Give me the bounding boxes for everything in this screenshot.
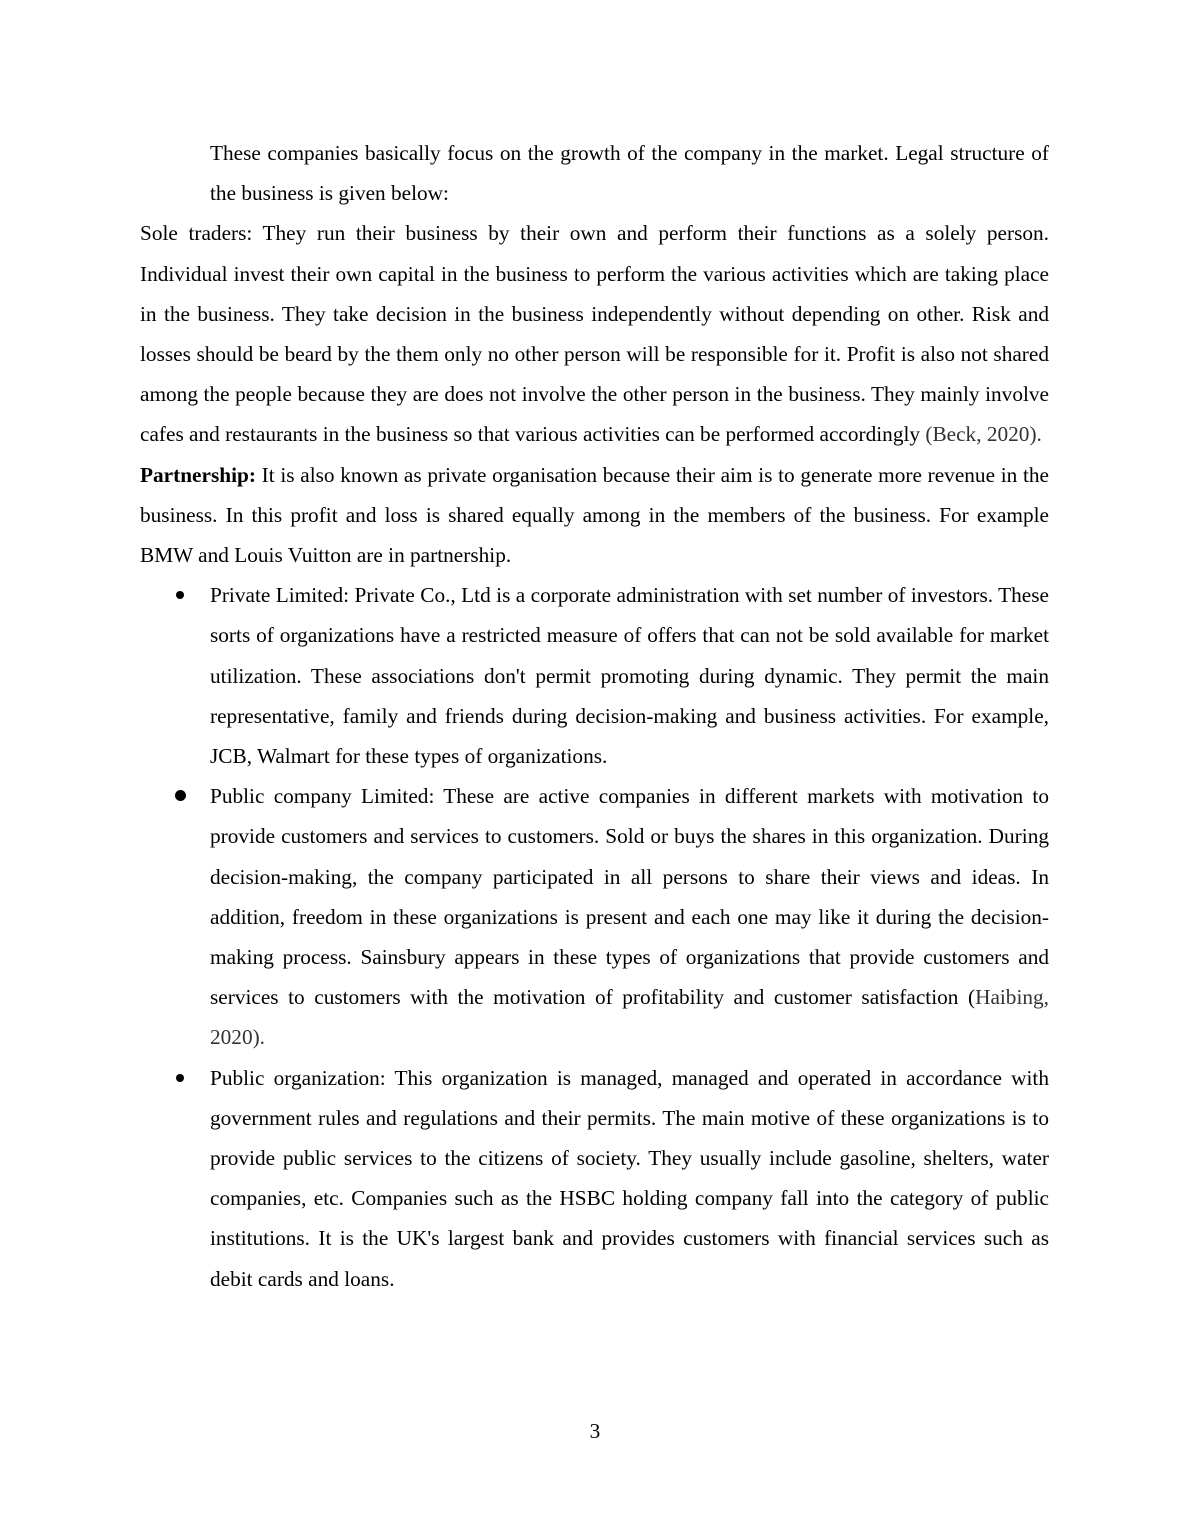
page-number: 3 (589, 1419, 601, 1443)
intro-paragraph: These companies basically focus on the growth of the company in the market. Legal structure of the business is given below: (210, 141, 1049, 206)
list-item-private-limited (140, 575, 1049, 776)
partnership-label: Partnership: (140, 462, 256, 487)
sole-traders-paragraph (140, 213, 1049, 454)
list-item-public-company-limited (140, 776, 1049, 1057)
bullet-icon (175, 790, 186, 801)
partnership-paragraph (140, 455, 1049, 576)
list-item-text: Public company Limited: These are active companies in different markets with motivation to provide customers and services to customers. Sold or buys the shares in this organization. During decision-making, the company participated in all persons to share their views and ideas. In addition, freedom in these organizations is present and each one may like it during the decision-making process. Sainsbury appears in these types of organizations that provide customers and services to customers with the motivation of profitability and customer satisfaction ( (210, 784, 1049, 1010)
sole-traders-text: Sole traders: They run their business by their own and perform their functions as a solely person. Individual invest their own capital in the business to perform the various activities which are taking place in the business. They take decision in the business independently without depending on other. Risk and losses should be beard by the them only no other person will be responsible for it. Profit is also not shared among the people because they are does not involve the other person in the business. They mainly involve cafes and restaurants in the business so that various activities can be performed accordingly (140, 221, 1049, 447)
list-item-text: Private Limited: Private Co., Ltd is a corporate administration with set number of investors. These sorts of organizations have a restricted measure of offers that can not be sold available for market utilization. These associations don't permit promoting during dynamic. They permit the main representative, family and friends during decision-making and business activities. For example, JCB, Walmart for these types of organizations. (210, 583, 1049, 769)
list-item-text: Public organization: This organization is managed, managed and operated in accordance with government rules and regulations and their permits. The main motive of these organizations is to provide public services to the citizens of society. They usually include gasoline, shelters, water companies, etc. Companies such as the HSBC holding company fall into the category of public institutions. It is the UK's largest bank and provides customers with financial services such as debit cards and loans. (210, 1065, 1049, 1291)
document-body (140, 133, 1049, 1299)
bullet-icon (176, 591, 184, 599)
organization-types-list (140, 575, 1049, 1299)
partnership-text: It is also known as private organisation because their aim is to generate more revenue in the business. In this profit and loss is shared equally among in the members of the business. For example BMW and Louis Vuitton are in partnership. (140, 462, 1049, 568)
bullet-icon (176, 1074, 184, 1082)
list-item-public-organization (140, 1058, 1049, 1299)
sole-traders-citation: (Beck, 2020). (925, 422, 1042, 447)
list-item-citation: Haibing, 2020). (210, 985, 1049, 1050)
